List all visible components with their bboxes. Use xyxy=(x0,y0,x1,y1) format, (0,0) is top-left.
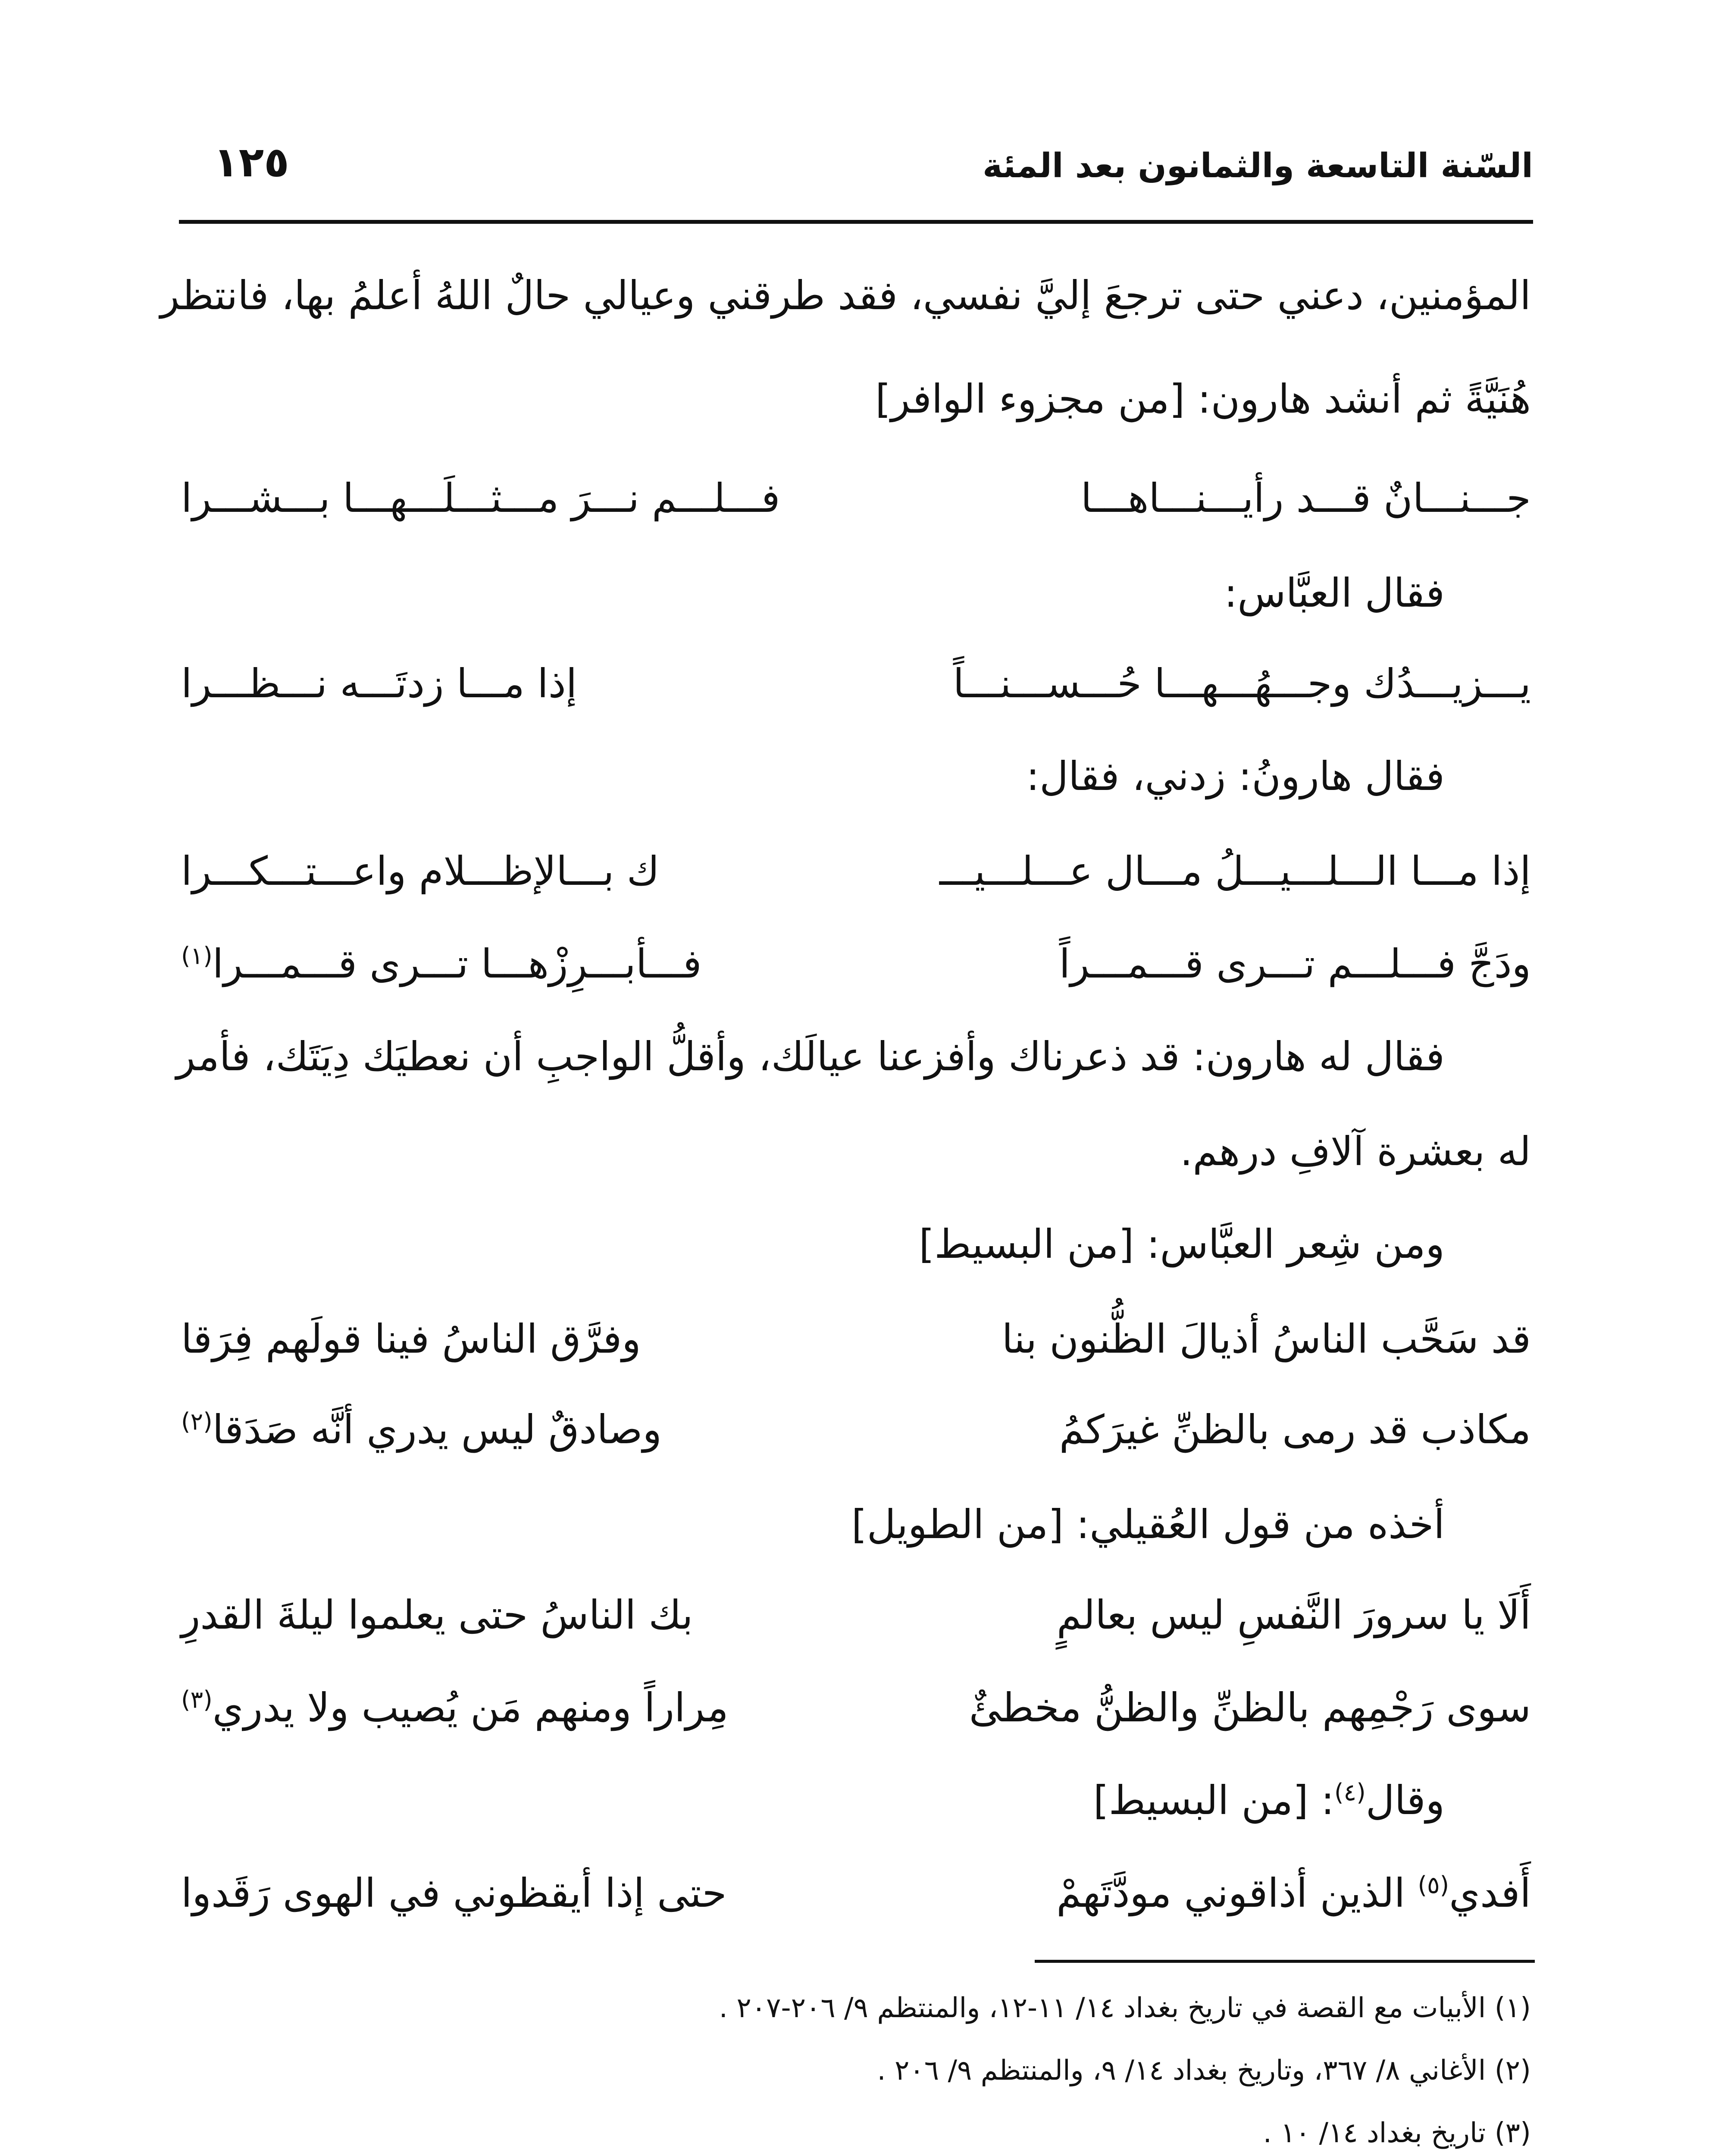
verse-hemistich-second xyxy=(181,1685,729,1731)
verse-hemistich-second: ك بـــالإظـــلام واعـــتـــكـــرا xyxy=(181,848,660,894)
speaker-line: فقال هارونُ: زدني، فقال: xyxy=(1026,753,1445,799)
paragraph-line: هُنَيَّةً ثم أنشد هارون: [من مجزوء الوافر] xyxy=(875,376,1531,422)
section-intro: ومن شِعر العبَّاس: [من البسيط] xyxy=(919,1221,1445,1267)
verse-text: الذين أذاقوني مودَّتَهمْ xyxy=(1056,1870,1418,1916)
section-intro xyxy=(1093,1777,1445,1824)
verse-hemistich-second: حتى إذا أيقظوني في الهوى رَقَدوا xyxy=(181,1870,727,1916)
footnote: (٢) الأغاني ٨/ ٣٦٧، وتاريخ بغداد ١٤/ ٩، والمنتظم ٩/ ٢٠٦ . xyxy=(877,2055,1531,2087)
page-number: ١٢٥ xyxy=(213,138,289,186)
intro-text: : [من البسيط] xyxy=(1093,1777,1334,1824)
verse-hemistich-first xyxy=(1056,1870,1531,1916)
verse-hemistich-first: مكاذب قد رمى بالظنِّ غيرَكمُ xyxy=(1059,1407,1531,1453)
section-intro: أخذه من قول العُقيلي: [من الطويل] xyxy=(851,1501,1445,1548)
verse-hemistich-first: قد سَحَّب الناسُ أذيالَ الظُّنون بنا xyxy=(1002,1316,1531,1362)
verse-hemistich-first: جـــنـــانٌ قـــد رأيـــنـــاهـــا xyxy=(1080,475,1531,521)
running-title: السّنة التاسعة والثمانون بعد المئة xyxy=(983,147,1533,185)
footnote: (٣) تاريخ بغداد ١٤/ ١٠ . xyxy=(1263,2117,1531,2149)
verse-hemistich-first: ودَجَّ فـــلـــم تـــرى قـــمـــراً xyxy=(1059,941,1531,987)
verse-hemistich-first: إذا مـــا الـــلـــيـــلُ مـــال عـــلـــيـــ xyxy=(939,848,1531,894)
verse-text: وصادقٌ ليس يدري أنَّه صَدَقا xyxy=(212,1407,662,1453)
footnote: (١) الأبيات مع القصة في تاريخ بغداد ١٤/ ١١-١٢، والمنتظم ٩/ ٢٠٦-٢٠٧ . xyxy=(719,1992,1531,2024)
verse-text: فـــأبـــرِزْهـــا تـــرى قـــمـــرا xyxy=(212,941,702,987)
footnote-separator xyxy=(1035,1960,1535,1963)
verse-text: مِراراً ومنهم مَن يُصيب ولا يدري xyxy=(212,1685,729,1731)
speaker-line: فقال العبَّاس: xyxy=(1224,570,1445,616)
verse-hemistich-second: إذا مـــا زدتَـــه نـــظـــرا xyxy=(181,661,577,707)
paragraph-line: له بعشرة آلافِ درهم. xyxy=(1180,1128,1531,1175)
verse-hemistich-first: أَلَا يا سرورَ النَّفسِ ليس بعالمٍ xyxy=(1056,1592,1531,1638)
paragraph-line: فقال له هارون: قد ذعرناك وأفزعنا عيالَك، وأقلُّ الواجبِ أن نعطيَك دِيَتَك، فأمر xyxy=(176,1034,1445,1080)
verse-hemistich-second: بك الناسُ حتى يعلموا ليلةَ القدرِ xyxy=(181,1592,693,1638)
footnote-marker: (٣) xyxy=(181,1686,213,1714)
verse-hemistich-first: سوى رَجْمِهم بالظنِّ والظنُّ مخطئٌ xyxy=(969,1685,1531,1731)
footnote-marker: (٢) xyxy=(181,1408,213,1436)
footnote-marker: (١) xyxy=(181,942,213,970)
verse-hemistich-second xyxy=(181,941,702,987)
verse-hemistich-first: يـــزيـــدُك وجـــهُـــهـــا حُـــســـنـــاً xyxy=(953,661,1531,707)
verse-hemistich-second: فـــلـــم نـــرَ مـــثـــلَـــهـــا بـــشـــرا xyxy=(181,475,780,521)
paragraph-line: المؤمنين، دعني حتى ترجعَ إليَّ نفسي، فقد طرقني وعيالي حالٌ اللهُ أعلمُ بها، فانتظر xyxy=(160,273,1531,319)
verse-hemistich-second xyxy=(181,1407,662,1453)
intro-text: وقال xyxy=(1365,1777,1445,1824)
footnote-marker: (٥) xyxy=(1418,1871,1449,1899)
running-header xyxy=(179,129,1533,224)
verse-hemistich-second: وفرَّق الناسُ فينا قولَهم فِرَقا xyxy=(181,1316,641,1362)
footnote-marker: (٤) xyxy=(1334,1779,1366,1807)
verse-text: أَفدي xyxy=(1449,1870,1531,1916)
